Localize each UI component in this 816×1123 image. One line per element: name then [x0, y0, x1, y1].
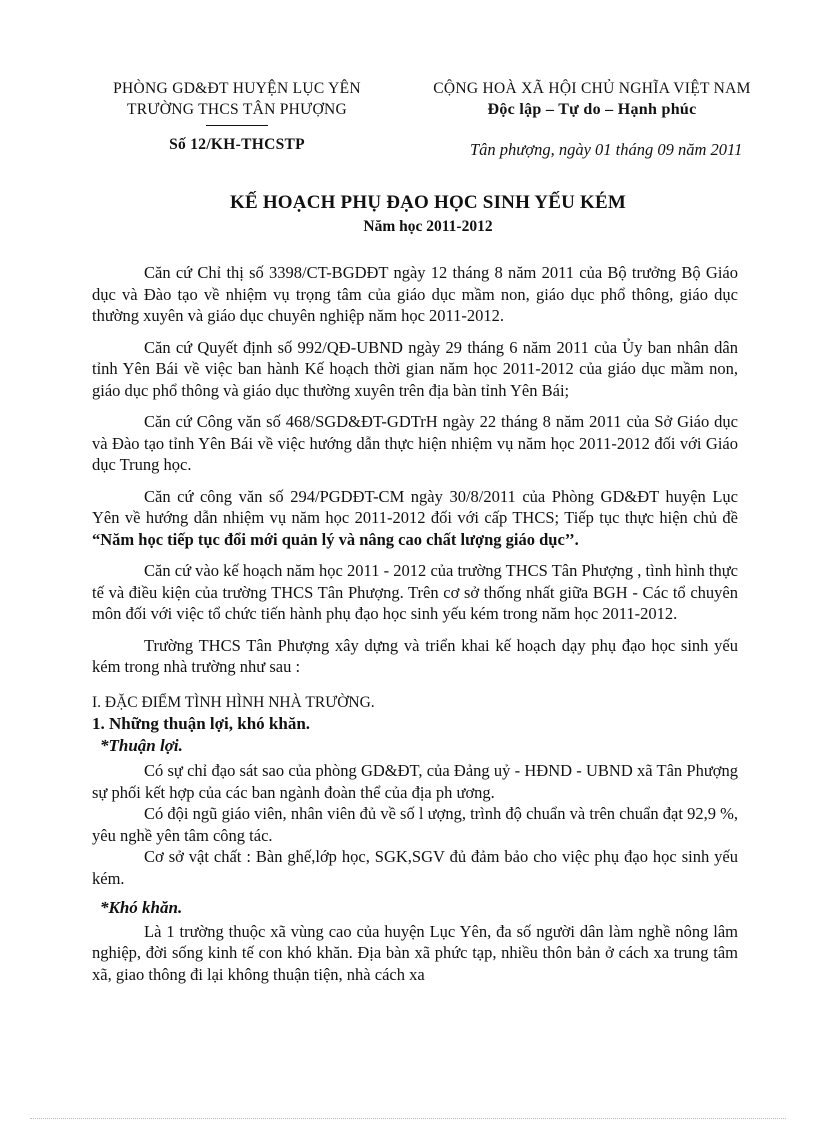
subsection-heading: 1. Những thuận lợi, khó khăn.	[92, 714, 311, 733]
paragraph: Có đội ngũ giáo viên, nhân viên đủ về số l ượng, trình độ chuẩn và trên chuẩn đạt 92,9 %, yêu nghề yên tâm công tác.	[92, 804, 738, 845]
agency-header	[92, 78, 382, 155]
national-motto: Độc lập – Tự do – Hạnh phúc	[487, 101, 697, 118]
document-body	[92, 262, 738, 985]
difficulties-heading: *Khó khăn.	[100, 898, 183, 917]
paragraph-text: Căn cứ công văn số 294/PGDĐT-CM ngày 30/8/2011 của Phòng GD&ĐT huyện Lục Yên về hướng dẫn nhiệm vụ năm học 2011-2012 đối với cấp THCS; Tiếp tục thực hiện chủ đề	[92, 486, 738, 527]
paragraph: Căn cứ vào kế hoạch năm học 2011 - 2012 của trường THCS Tân Phượng , tình hình thực tế và điều kiện của trường THCS Tân Phượng. Trên cơ sở thống nhất giữa BGH - Các tổ chuyên môn đối với việc tổ chức tiến hành phụ đạo học sinh yếu kém trong năm học 2011-2012.	[92, 561, 738, 623]
document-date: Tân phượng, ngày 01 tháng 09 năm 2011	[470, 140, 743, 159]
section-heading: I. ĐẶC ĐIỂM TÌNH HÌNH NHÀ TRƯỜNG.	[92, 693, 375, 711]
paragraph: Là 1 trường thuộc xã vùng cao của huyện Lục Yên, đa số người dân làm nghề nông lâm nghiệp, đời sống kinh tế con khó khăn. Địa bàn xã phức tạp, nhiều thôn bản ở cách xa trung tâm xã, giao thông đi lại không thuận tiện, nhà cách xa	[92, 921, 738, 984]
document-subtitle: Năm học 2011-2012	[363, 218, 493, 235]
paragraph: Căn cứ Chỉ thị số 3398/CT-BGDĐT ngày 12 tháng 8 năm 2011 của Bộ trưởng Bộ Giáo dục và Đào tạo về nhiệm vụ trọng tâm của giáo dục mầm non, giáo dục phổ thông, giáo dục thường xuyên và giáo dục chuyên nghiệp năm học 2011-2012.	[92, 263, 738, 325]
national-header	[398, 78, 786, 120]
paragraph: Cơ sở vật chất : Bàn ghế,lớp học, SGK,SGV đủ đảm bảo cho việc phụ đạo học sinh yếu kém.	[92, 847, 738, 888]
header-rule-left	[206, 125, 268, 126]
theme-quote: “Năm học tiếp tục đổi mới quản lý và nâng cao chất lượng giáo dục’’.	[92, 529, 579, 549]
paragraph: Căn cứ Công văn số 468/SGD&ĐT-GDTrH ngày 22 tháng 8 năm 2011 của Sở Giáo dục và Đào tạo tỉnh Yên Bái về việc hướng dẫn thực hiện nhiệm vụ năm học 2011-2012 đối với Giáo dục Trung học.	[92, 412, 738, 474]
document-number: Số 12/KH-THCSTP	[169, 136, 305, 153]
school-name: TRƯỜNG THCS TÂN PHƯỢNG	[127, 101, 347, 118]
page-bottom-rule	[30, 1118, 786, 1119]
paragraph	[92, 486, 738, 551]
advantages-heading: *Thuận lợi.	[100, 735, 183, 755]
department-name: PHÒNG GD&ĐT HUYỆN LỤC YÊN	[113, 80, 361, 97]
document-title: KẾ HOẠCH PHỤ ĐẠO HỌC SINH YẾU KÉM	[230, 192, 626, 213]
paragraph: Trường THCS Tân Phượng xây dựng và triển khai kế hoạch dạy phụ đạo học sinh yếu kém trong nhà trường như sau :	[92, 635, 738, 676]
country-name: CỘNG HOÀ XÃ HỘI CHỦ NGHĨA VIỆT NAM	[433, 80, 751, 97]
paragraph: Căn cứ Quyết định số 992/QĐ-UBND ngày 29 tháng 6 năm 2011 của Ủy ban nhân dân tỉnh Yên Bái về việc ban hành Kế hoạch thời gian năm học 2011-2012 của giáo dục mầm non, giáo dục phổ thông và giáo dục thường xuyên trên địa bàn tỉnh Yên Bái;	[92, 337, 738, 400]
paragraph: Có sự chỉ đạo sát sao của phòng GD&ĐT, của Đảng uỷ - HĐND - UBND xã Tân Phượng sự phối kết hợp của các ban ngành đoàn thể của địa ph ương.	[92, 761, 738, 802]
